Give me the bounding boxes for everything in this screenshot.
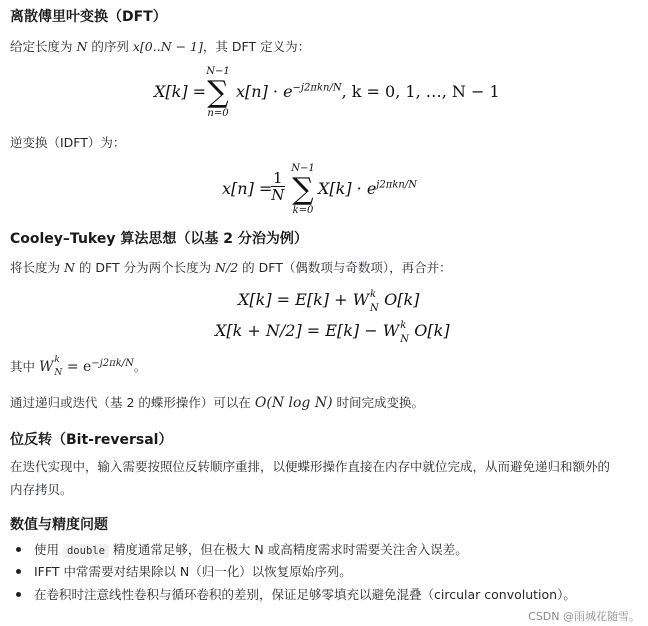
list-item: 在卷积时注意线性卷积与循环卷积的差别，保证足够零填充以避免混叠（circular convolution）。 (34, 587, 576, 602)
idft-lhs (222, 179, 272, 198)
complexity-text (10, 393, 424, 411)
watermark: CSDN @雨城花随雪。 (528, 610, 640, 623)
text: 其中 (10, 359, 39, 374)
inline-code: double (63, 544, 109, 558)
section-title-dft: 离散傅里叶变换（DFT） (10, 9, 167, 25)
frac-den: N (271, 186, 285, 204)
idft-term (318, 179, 417, 198)
text: 通过递归或迭代（基 2 的蝶形操作）可以在 (10, 395, 255, 410)
sub: N (54, 368, 63, 378)
text: 。 (133, 359, 147, 374)
twiddle-scripts (399, 320, 409, 345)
dft-term (236, 82, 500, 101)
butterfly-eq-1 (238, 289, 420, 314)
math: O[k] (384, 290, 420, 309)
bullet-icon (16, 592, 21, 597)
math: x[n] · e (236, 82, 293, 101)
math-N: N (63, 260, 75, 275)
sum-upper: N−1 (206, 66, 230, 77)
sigma-icon: ∑ (292, 172, 314, 207)
frac-num: 1 (273, 169, 283, 187)
math-half: N/2 (215, 260, 239, 275)
text: 的序列 (87, 39, 133, 54)
bit-reversal-line-2: 内存拷贝。 (10, 482, 73, 497)
dft-sum-sign (202, 66, 234, 120)
math-exponent: j2πkn/N (376, 179, 417, 191)
math-sequence: x[0..N − 1] (132, 39, 203, 54)
math: X[k] = E[k] + W (238, 290, 370, 309)
math-range: , k = 0, 1, …, N − 1 (341, 82, 500, 101)
bullet-icon (16, 547, 21, 552)
section-title-precision: 数值与精度问题 (10, 517, 108, 533)
idft-label: 逆变换（IDFT）为： (10, 135, 126, 150)
math: W (38, 359, 54, 375)
math-N: N (76, 39, 88, 54)
text: 给定长度为 (10, 39, 77, 54)
sum-upper: N−1 (291, 163, 315, 174)
list-item: IFFT 中常需要对结果除以 N（归一化）以恢复原始序列。 (34, 564, 352, 579)
math-exponent: −j2πkn/N (292, 82, 342, 94)
text: 精度通常足够，但在极大 N 或高精度需求时需要关注舍入误差。 (108, 542, 468, 557)
idft-fraction (271, 170, 285, 203)
text: 时间完成变换。 (332, 395, 425, 410)
sum-lower: n=0 (207, 108, 229, 119)
math-complexity: O(N log N) (254, 395, 333, 411)
butterfly-eq-2 (215, 320, 450, 345)
twiddle-scripts (53, 355, 63, 378)
math: x[n] = (222, 179, 273, 198)
math: X[k + N/2] = E[k] − W (215, 321, 400, 340)
idft-sum-sign (288, 163, 318, 217)
bullet-icon (16, 569, 21, 574)
text: 的 DFT（偶数项与奇数项），再合并： (238, 260, 452, 275)
math: X[k] · e (318, 179, 377, 198)
math: X[k] = (154, 82, 207, 101)
text: 将长度为 (10, 260, 64, 275)
sup: k (400, 320, 407, 331)
cooley-tukey-text (10, 258, 452, 276)
sup: k (54, 355, 60, 365)
dft-lhs (154, 82, 206, 101)
sigma-icon: ∑ (207, 75, 229, 110)
text: 的 DFT 分为两个长度为 (74, 260, 216, 275)
twiddle-scripts (369, 289, 379, 314)
math: = e (62, 359, 92, 375)
math-exponent: −j2πk/N (91, 357, 134, 369)
section-title-bit-reversal: 位反转（Bit-reversal） (10, 432, 173, 448)
section-title-cooley-tukey: Cooley–Tukey 算法思想（以基 2 分治为例） (10, 231, 308, 247)
list-item (34, 540, 468, 558)
sub: N (370, 303, 379, 314)
text: ，其 DFT 定义为： (202, 39, 311, 54)
sup: k (370, 289, 377, 300)
twiddle-definition (10, 355, 147, 378)
sub: N (400, 334, 409, 345)
text: 使用 (34, 542, 63, 557)
bit-reversal-line-1: 在迭代实现中，输入需要按照位反转顺序重排，以便蝶形操作直接在内存中就位完成，从而避免递归和额外的 (10, 459, 611, 474)
sum-lower: k=0 (292, 205, 314, 216)
dft-intro (10, 37, 310, 55)
math: O[k] (414, 321, 450, 340)
